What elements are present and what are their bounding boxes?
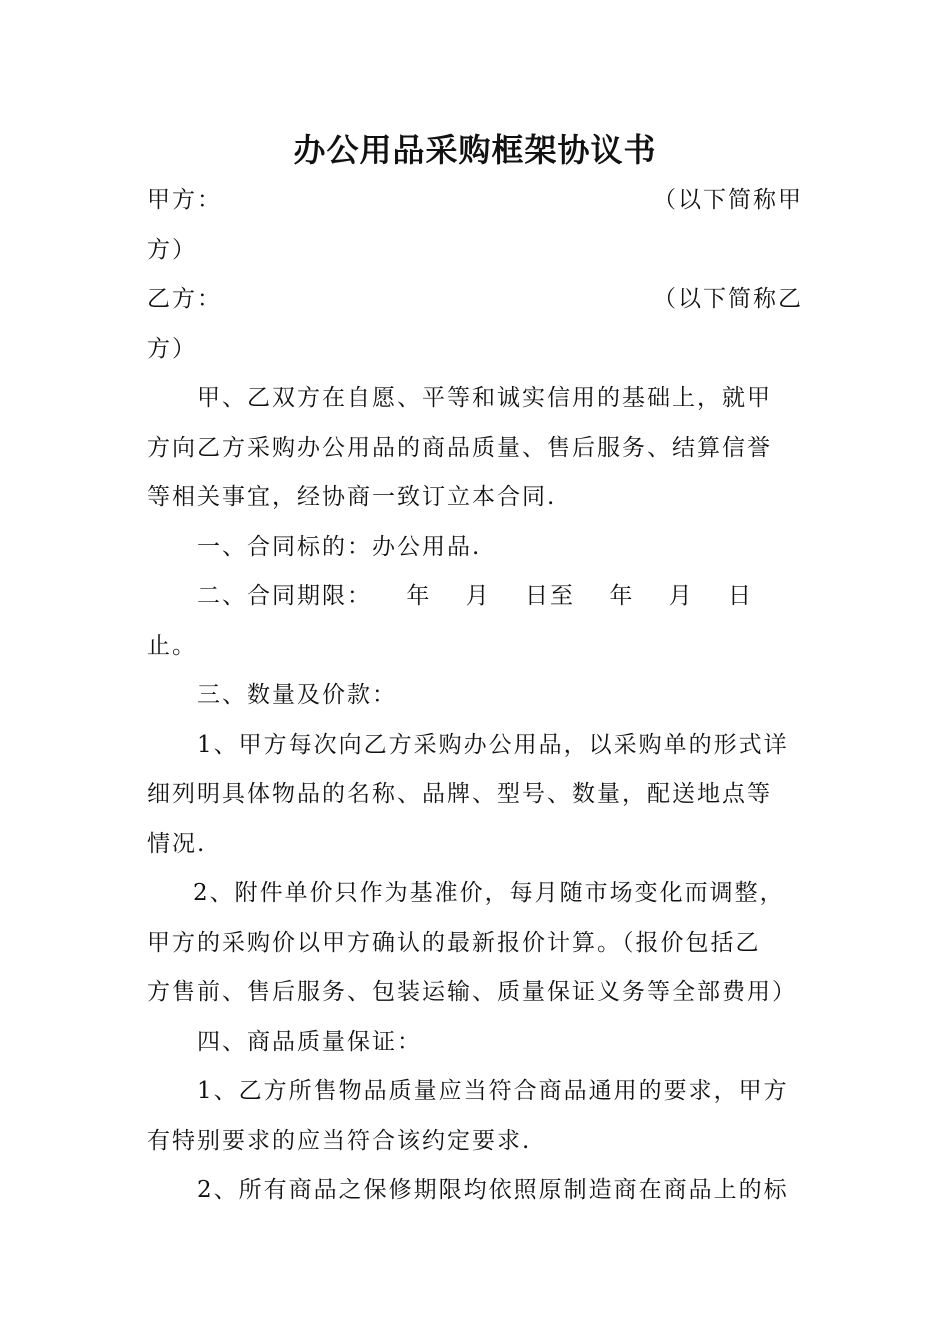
party-a-note: （以下简称甲: [653, 187, 803, 213]
section-2-label: 二、合同期限：: [197, 583, 372, 609]
party-b-note: （以下简称乙: [653, 286, 803, 312]
preamble-line-3: 等相关事宜，经协商一致订立本合同.: [147, 484, 557, 510]
section-4-item-2-line-1: 2、所有商品之保修期限均依照原制造商在商品上的标: [197, 1177, 789, 1203]
section-3-item-2-line-1: 2、附件单价只作为基准价，每月随市场变化而调整，: [193, 880, 785, 906]
section-3-item-2-line-3: 方售前、售后服务、包装运输、质量保证义务等全部费用）: [147, 979, 797, 1005]
date-part: 月: [465, 583, 491, 609]
party-a-label: 甲方：: [147, 187, 222, 213]
section-3-item-1-line-2: 细列明具体物品的名称、品牌、型号、数量，配送地点等: [147, 781, 772, 807]
section-2-line: [147, 572, 753, 622]
party-b-line: [147, 275, 803, 325]
section-3-item-1-line-1: 1、甲方每次向乙方采购办公用品，以采购单的形式详: [197, 731, 789, 758]
date-part: 日: [727, 583, 753, 609]
date-part: 年: [406, 583, 432, 609]
party-a-note-end: 方）: [147, 236, 197, 263]
section-3-item-2-line-2: 甲方的采购价以甲方确认的最新报价计算。（报价包括乙: [147, 929, 761, 956]
preamble-line-2: 方向乙方采购办公用品的商品质量、售后服务、结算信誉: [147, 434, 772, 461]
document-title: 办公用品采购框架协议书: [293, 131, 657, 169]
section-1: 一、合同标的：办公用品.: [197, 533, 482, 560]
party-b-label: 乙方：: [147, 286, 222, 312]
date-part: 日至: [524, 583, 575, 609]
section-4-item-1-line-1: 1、乙方所售物品质量应当符合商品通用的要求，甲方: [197, 1078, 789, 1104]
party-a-line: [147, 176, 803, 226]
section-4-heading: 四、商品质量保证：: [197, 1028, 422, 1055]
section-3-item-1-line-3: 情况.: [147, 830, 207, 857]
section-2-end: 止。: [147, 632, 197, 659]
date-part: 年: [609, 583, 635, 609]
document-body: [147, 176, 803, 1216]
section-3-heading: 三、数量及价款：: [197, 682, 397, 708]
date-part: 月: [668, 583, 694, 609]
section-4-item-1-line-2: 有特别要求的应当符合该约定要求.: [147, 1127, 532, 1154]
preamble-line-1: 甲、乙双方在自愿、平等和诚实信用的基础上，就甲: [197, 385, 772, 411]
party-b-note-end: 方）: [147, 335, 197, 362]
